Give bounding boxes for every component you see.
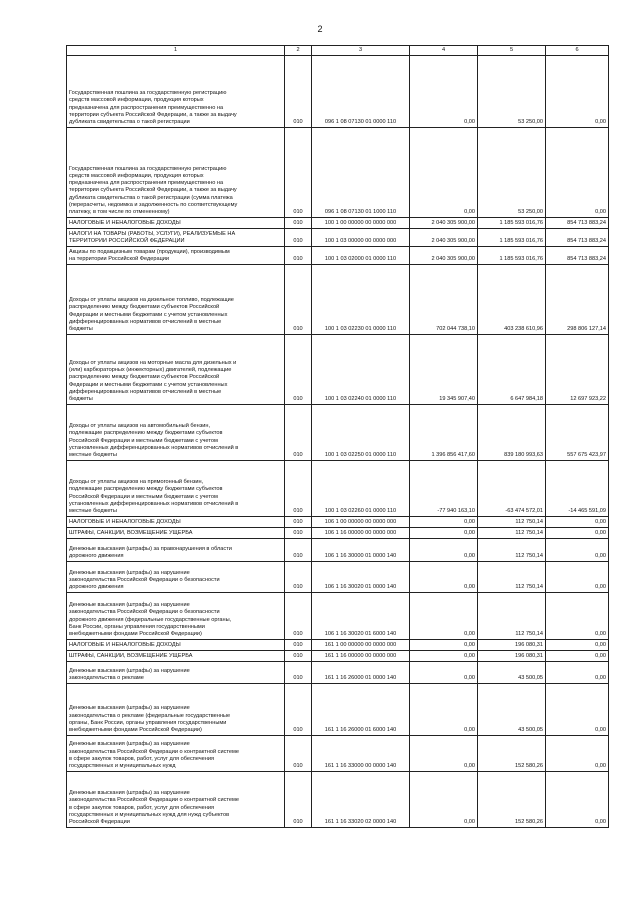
- row-executed-cell: [478, 528, 546, 539]
- row-approved-cell-text: 2 040 305 900,00: [431, 255, 475, 262]
- row-executed-cell-text: 43 500,05: [518, 674, 543, 681]
- row-budget-code-cell-text: 106 1 00 00000 00 0000 000: [324, 518, 397, 525]
- row-approved-cell: [410, 265, 478, 335]
- column-header: 6: [546, 46, 609, 56]
- table-row: [67, 662, 609, 684]
- row-name-cell-text: Денежные взыскания (штрафы) за нарушение законодательства Российской Федерации о безопасности дорожного движения (федеральные государственные органы, Банк России, органы управления государственными внебюджетными фондами Российской Федерации): [69, 602, 232, 637]
- row-name-cell: [67, 640, 285, 651]
- row-name-cell-text: Доходы от уплаты акцизов на автомобильный бензин, подлежащие распределению между бюджетами субъектов Российской Федерации и местными бюджетами с учетом установленных дифференцированных нормативов отчислений в местные бюджеты: [69, 423, 239, 458]
- row-line-code-cell: [285, 651, 312, 662]
- row-budget-code-cell: [312, 218, 410, 229]
- row-line-code-cell-text: 010: [293, 451, 303, 458]
- row-line-code-cell-text: 010: [293, 208, 303, 215]
- row-unexecuted-cell: [546, 593, 609, 640]
- row-line-code-cell: [285, 772, 312, 828]
- column-header: 3: [312, 46, 410, 56]
- row-executed-cell-text: 43 500,05: [518, 726, 543, 733]
- row-name-cell: [67, 539, 285, 562]
- row-executed-cell-text: 112 750,14: [515, 583, 543, 590]
- row-executed-cell-text: 403 238 610,96: [504, 325, 543, 332]
- row-executed-cell-text: 1 185 593 016,76: [499, 219, 543, 226]
- row-line-code-cell: [285, 405, 312, 461]
- row-executed-cell: [478, 128, 546, 218]
- row-unexecuted-cell: [546, 128, 609, 218]
- row-approved-cell: [410, 247, 478, 265]
- row-line-code-cell: [285, 247, 312, 265]
- row-name-cell: [67, 593, 285, 640]
- row-unexecuted-cell: [546, 56, 609, 128]
- row-line-code-cell: [285, 539, 312, 562]
- row-name-cell-text: НАЛОГОВЫЕ И НЕНАЛОГОВЫЕ ДОХОДЫ: [69, 518, 181, 525]
- row-approved-cell-text: 0,00: [464, 583, 475, 590]
- row-budget-code-cell-text: 161 1 16 33000 00 0000 140: [324, 762, 397, 769]
- row-approved-cell-text: 0,00: [464, 641, 475, 648]
- row-name-cell-text: Государственная пошлина за государственную регистрацию средств массовой информации, продукция которых предназначена для распространения преимущественно на территории субъекта Российской Федерации, а также за выдачу дубликата свидетельства о такой регистрации: [69, 90, 237, 125]
- row-approved-cell: [410, 772, 478, 828]
- row-executed-cell-text: 112 750,14: [515, 552, 543, 559]
- row-name-cell-text: Доходы от уплаты акцизов на моторные масла для дизельных и (или) карбюраторных (инжекторных) двигателей, подлежащие распределению между бюджетами субъектов Российской Федерации и местными бюджетами с учетом установленных дифференцированных нормативов отчислений в местные бюджеты: [69, 360, 237, 402]
- row-budget-code-cell-text: 161 1 16 26000 01 6000 140: [324, 726, 397, 733]
- row-executed-cell-text: 1 185 593 016,76: [499, 237, 543, 244]
- row-approved-cell-text: 702 044 738,10: [436, 325, 475, 332]
- row-name-cell-text: Денежные взыскания (штрафы) за нарушение законодательства Российской Федерации о контрактной системе в сфере закупок товаров, работ, услуг для обеспечения государственных и муниципальных нужд для нужд субъектов Российской Федерации: [69, 790, 239, 825]
- table-row: [67, 405, 609, 461]
- row-executed-cell: [478, 229, 546, 247]
- row-line-code-cell: [285, 461, 312, 517]
- row-executed-cell: [478, 56, 546, 128]
- row-budget-code-cell-text: 100 1 00 00000 00 0000 000: [324, 219, 397, 226]
- row-line-code-cell: [285, 528, 312, 539]
- row-executed-cell: [478, 772, 546, 828]
- row-unexecuted-cell: [546, 772, 609, 828]
- row-budget-code-cell: [312, 128, 410, 218]
- row-line-code-cell: [285, 128, 312, 218]
- row-executed-cell: [478, 405, 546, 461]
- row-budget-code-cell: [312, 461, 410, 517]
- row-executed-cell: [478, 593, 546, 640]
- row-unexecuted-cell-text: 0,00: [595, 518, 606, 525]
- row-name-cell: [67, 562, 285, 593]
- row-name-cell: [67, 517, 285, 528]
- row-approved-cell: [410, 684, 478, 736]
- row-name-cell: [67, 229, 285, 247]
- row-name-cell-text: Денежные взыскания (штрафы) за нарушение законодательства Российской Федерации о контрактной системе в сфере закупок товаров, работ, услуг для обеспечения государственных и муниципальных нужд: [69, 741, 239, 769]
- row-unexecuted-cell-text: -14 465 591,09: [568, 507, 606, 514]
- row-name-cell: [67, 651, 285, 662]
- row-executed-cell-text: 1 185 593 016,76: [499, 255, 543, 262]
- row-line-code-cell: [285, 640, 312, 651]
- row-executed-cell-text: 839 180 993,63: [504, 451, 543, 458]
- row-unexecuted-cell-text: 0,00: [595, 208, 606, 215]
- row-name-cell: [67, 56, 285, 128]
- row-line-code-cell-text: 010: [293, 219, 303, 226]
- row-approved-cell-text: 0,00: [464, 529, 475, 536]
- row-unexecuted-cell: [546, 247, 609, 265]
- row-budget-code-cell: [312, 539, 410, 562]
- row-name-cell-text: ШТРАФЫ, САНКЦИИ, ВОЗМЕЩЕНИЕ УЩЕРБА: [69, 652, 193, 659]
- row-budget-code-cell-text: 100 1 03 00000 00 0000 000: [324, 237, 397, 244]
- row-unexecuted-cell-text: 854 713 883,24: [567, 219, 606, 226]
- row-unexecuted-cell: [546, 528, 609, 539]
- column-header: 1: [67, 46, 285, 56]
- row-line-code-cell-text: 010: [293, 652, 303, 659]
- row-approved-cell: [410, 218, 478, 229]
- row-unexecuted-cell-text: 0,00: [595, 641, 606, 648]
- row-approved-cell-text: -77 940 163,10: [437, 507, 475, 514]
- row-executed-cell-text: 196 080,31: [515, 641, 543, 648]
- table-row: [67, 218, 609, 229]
- column-header: 4: [410, 46, 478, 56]
- row-budget-code-cell: [312, 517, 410, 528]
- row-name-cell: [67, 405, 285, 461]
- row-approved-cell: [410, 539, 478, 562]
- row-executed-cell: [478, 539, 546, 562]
- row-unexecuted-cell-text: 0,00: [595, 630, 606, 637]
- row-budget-code-cell-text: 161 1 16 33020 02 0000 140: [324, 818, 397, 825]
- table-row: [67, 736, 609, 772]
- row-approved-cell-text: 19 345 907,40: [439, 395, 475, 402]
- row-unexecuted-cell: [546, 517, 609, 528]
- row-unexecuted-cell: [546, 405, 609, 461]
- row-line-code-cell: [285, 229, 312, 247]
- row-budget-code-cell: [312, 640, 410, 651]
- row-budget-code-cell-text: 106 1 16 30000 01 0000 140: [324, 552, 397, 559]
- table-row: [67, 247, 609, 265]
- row-line-code-cell-text: 010: [293, 518, 303, 525]
- row-line-code-cell: [285, 517, 312, 528]
- row-name-cell: [67, 772, 285, 828]
- row-name-cell-text: Государственная пошлина за государственную регистрацию средств массовой информации, продукция которых предназначена для распространения преимущественно на территории субъекта Российской Федерации, а также за выдачу дубликата свидетельства о такой регистрации (сумма платежа (перерасчеты, недоимка и задолженность по соответствующему платежу, в том числе по отмененному): [69, 165, 238, 215]
- row-budget-code-cell: [312, 662, 410, 684]
- row-executed-cell-text: 112 750,14: [515, 529, 543, 536]
- row-executed-cell-text: 53 250,00: [518, 118, 543, 125]
- row-approved-cell: [410, 562, 478, 593]
- row-unexecuted-cell: [546, 335, 609, 405]
- row-name-cell-text: Денежные взыскания (штрафы) за нарушение законодательства о рекламе: [69, 667, 190, 681]
- row-approved-cell-text: 0,00: [464, 652, 475, 659]
- row-line-code-cell: [285, 662, 312, 684]
- row-executed-cell: [478, 517, 546, 528]
- row-line-code-cell: [285, 56, 312, 128]
- row-executed-cell: [478, 335, 546, 405]
- row-approved-cell-text: 0,00: [464, 552, 475, 559]
- row-unexecuted-cell-text: 0,00: [595, 762, 606, 769]
- row-approved-cell-text: 0,00: [464, 118, 475, 125]
- table-row: [67, 56, 609, 128]
- table-row: [67, 772, 609, 828]
- row-line-code-cell-text: 010: [293, 630, 303, 637]
- row-budget-code-cell-text: 106 1 16 30020 01 0000 140: [324, 583, 397, 590]
- table-row: [67, 335, 609, 405]
- row-unexecuted-cell-text: 12 697 923,22: [570, 395, 606, 402]
- row-approved-cell-text: 2 040 305 900,00: [431, 237, 475, 244]
- row-line-code-cell-text: 010: [293, 818, 303, 825]
- row-approved-cell-text: 0,00: [464, 208, 475, 215]
- row-unexecuted-cell-text: 854 713 883,24: [567, 255, 606, 262]
- row-name-cell-text: Доходы от уплаты акцизов на дизельное топливо, подлежащие распределению между бюджетами субъектов Российской Федерации и местными бюджетами с учетом установленных дифференцированных нормативов отчислений в местные бюджеты: [69, 297, 234, 332]
- row-unexecuted-cell: [546, 662, 609, 684]
- column-number-header: [67, 46, 609, 56]
- row-executed-cell: [478, 247, 546, 265]
- row-approved-cell: [410, 736, 478, 772]
- row-executed-cell: [478, 218, 546, 229]
- row-name-cell-text: Акцизы по подакцизным товарам (продукции), производимым на территории Российской Федерации: [69, 248, 230, 262]
- row-name-cell: [67, 335, 285, 405]
- row-line-code-cell: [285, 218, 312, 229]
- row-unexecuted-cell-text: 0,00: [595, 726, 606, 733]
- row-executed-cell: [478, 736, 546, 772]
- row-line-code-cell-text: 010: [293, 118, 303, 125]
- row-budget-code-cell: [312, 528, 410, 539]
- row-unexecuted-cell-text: 0,00: [595, 818, 606, 825]
- row-executed-cell: [478, 651, 546, 662]
- row-unexecuted-cell-text: 0,00: [595, 652, 606, 659]
- row-approved-cell: [410, 662, 478, 684]
- row-executed-cell: [478, 562, 546, 593]
- row-approved-cell: [410, 528, 478, 539]
- column-header: 5: [478, 46, 546, 56]
- row-name-cell-text: НАЛОГИ НА ТОВАРЫ (РАБОТЫ, УСЛУГИ), РЕАЛИЗУЕМЫЕ НА ТЕРРИТОРИИ РОССИЙСКОЙ ФЕДЕРАЦИИ: [69, 230, 236, 244]
- row-unexecuted-cell: [546, 651, 609, 662]
- row-unexecuted-cell-text: 0,00: [595, 118, 606, 125]
- row-executed-cell: [478, 265, 546, 335]
- row-name-cell-text: НАЛОГОВЫЕ И НЕНАЛОГОВЫЕ ДОХОДЫ: [69, 641, 181, 648]
- table-row: [67, 562, 609, 593]
- row-line-code-cell: [285, 736, 312, 772]
- row-unexecuted-cell-text: 0,00: [595, 674, 606, 681]
- row-budget-code-cell-text: 106 1 16 30020 01 6000 140: [324, 630, 397, 637]
- row-name-cell-text: НАЛОГОВЫЕ И НЕНАЛОГОВЫЕ ДОХОДЫ: [69, 219, 181, 226]
- row-executed-cell: [478, 684, 546, 736]
- row-executed-cell-text: 196 080,31: [515, 652, 543, 659]
- row-approved-cell-text: 0,00: [464, 630, 475, 637]
- row-unexecuted-cell: [546, 265, 609, 335]
- row-approved-cell: [410, 56, 478, 128]
- page-number: 2: [317, 24, 323, 34]
- row-budget-code-cell: [312, 405, 410, 461]
- row-executed-cell-text: 53 250,00: [518, 208, 543, 215]
- table-row: [67, 684, 609, 736]
- row-name-cell-text: Денежные взыскания (штрафы) за правонарушения в области дорожного движения: [69, 545, 232, 559]
- table-row: [67, 265, 609, 335]
- row-name-cell-text: Денежные взыскания (штрафы) за нарушение законодательства о рекламе (федеральные государственные органы, Банк России, органы управления государственными внебюджетными фондами Российской Федерации): [69, 705, 231, 733]
- row-approved-cell-text: 0,00: [464, 818, 475, 825]
- row-name-cell: [67, 218, 285, 229]
- row-line-code-cell-text: 010: [293, 552, 303, 559]
- row-line-code-cell-text: 010: [293, 762, 303, 769]
- row-budget-code-cell: [312, 247, 410, 265]
- row-budget-code-cell: [312, 772, 410, 828]
- row-executed-cell-text: 152 580,26: [515, 818, 543, 825]
- row-line-code-cell-text: 010: [293, 674, 303, 681]
- table-row: [67, 539, 609, 562]
- row-approved-cell: [410, 517, 478, 528]
- row-budget-code-cell: [312, 651, 410, 662]
- row-approved-cell-text: 0,00: [464, 674, 475, 681]
- row-unexecuted-cell: [546, 229, 609, 247]
- row-unexecuted-cell: [546, 218, 609, 229]
- row-line-code-cell-text: 010: [293, 529, 303, 536]
- table-row: [67, 651, 609, 662]
- row-line-code-cell: [285, 562, 312, 593]
- row-executed-cell: [478, 662, 546, 684]
- row-unexecuted-cell-text: 0,00: [595, 552, 606, 559]
- row-budget-code-cell: [312, 736, 410, 772]
- row-line-code-cell: [285, 593, 312, 640]
- row-approved-cell: [410, 335, 478, 405]
- row-approved-cell: [410, 593, 478, 640]
- row-budget-code-cell: [312, 335, 410, 405]
- row-line-code-cell-text: 010: [293, 395, 303, 402]
- table-row: [67, 229, 609, 247]
- row-approved-cell: [410, 651, 478, 662]
- table-row: [67, 528, 609, 539]
- row-unexecuted-cell-text: 557 675 423,97: [567, 451, 606, 458]
- row-name-cell: [67, 736, 285, 772]
- row-name-cell-text: Денежные взыскания (штрафы) за нарушение законодательства Российской Федерации о безопасности дорожного движения: [69, 569, 220, 590]
- row-budget-code-cell-text: 100 1 03 02260 01 0000 110: [324, 507, 397, 514]
- row-unexecuted-cell-text: 298 806 127,14: [567, 325, 606, 332]
- row-budget-code-cell-text: 161 1 00 00000 00 0000 000: [324, 641, 397, 648]
- row-unexecuted-cell-text: 0,00: [595, 529, 606, 536]
- row-approved-cell: [410, 128, 478, 218]
- row-approved-cell-text: 0,00: [464, 518, 475, 525]
- row-name-cell-text: ШТРАФЫ, САНКЦИИ, ВОЗМЕЩЕНИЕ УЩЕРБА: [69, 529, 193, 536]
- row-name-cell: [67, 662, 285, 684]
- row-name-cell: [67, 265, 285, 335]
- row-budget-code-cell: [312, 562, 410, 593]
- row-line-code-cell-text: 010: [293, 325, 303, 332]
- row-budget-code-cell: [312, 229, 410, 247]
- row-line-code-cell-text: 010: [293, 726, 303, 733]
- row-budget-code-cell: [312, 265, 410, 335]
- row-approved-cell-text: 1 396 856 417,60: [431, 451, 475, 458]
- row-unexecuted-cell: [546, 640, 609, 651]
- table-row: [67, 640, 609, 651]
- row-unexecuted-cell-text: 854 713 883,24: [567, 237, 606, 244]
- row-executed-cell-text: 112 750,14: [515, 518, 543, 525]
- row-approved-cell-text: 0,00: [464, 726, 475, 733]
- row-line-code-cell-text: 010: [293, 641, 303, 648]
- row-unexecuted-cell: [546, 562, 609, 593]
- row-budget-code-cell-text: 161 1 16 26000 01 0000 140: [324, 674, 397, 681]
- row-executed-cell-text: 112 750,14: [515, 630, 543, 637]
- row-budget-code-cell-text: 100 1 03 02230 01 0000 110: [324, 325, 397, 332]
- row-budget-code-cell: [312, 56, 410, 128]
- row-budget-code-cell-text: 096 1 08 07130 01 1000 110: [324, 208, 397, 215]
- row-budget-code-cell-text: 096 1 08 07130 01 0000 110: [324, 118, 397, 125]
- row-budget-code-cell: [312, 593, 410, 640]
- row-budget-code-cell-text: 100 1 03 02000 01 0000 110: [324, 255, 397, 262]
- row-line-code-cell-text: 010: [293, 237, 303, 244]
- row-name-cell: [67, 528, 285, 539]
- row-budget-code-cell-text: 161 1 16 00000 00 0000 000: [324, 652, 397, 659]
- row-unexecuted-cell: [546, 539, 609, 562]
- row-executed-cell-text: -63 474 572,01: [505, 507, 543, 514]
- column-header: 2: [285, 46, 312, 56]
- row-budget-code-cell-text: 100 1 03 02250 01 0000 110: [324, 451, 397, 458]
- row-unexecuted-cell-text: 0,00: [595, 583, 606, 590]
- row-name-cell-text: Доходы от уплаты акцизов на прямогонный бензин, подлежащие распределению между бюджетами субъектов Российской Федерации и местными бюджетами с учетом установленных дифференцированных нормативов отчислений в местные бюджеты: [69, 479, 239, 514]
- row-line-code-cell: [285, 335, 312, 405]
- row-name-cell: [67, 461, 285, 517]
- row-name-cell: [67, 128, 285, 218]
- row-executed-cell: [478, 461, 546, 517]
- row-name-cell: [67, 684, 285, 736]
- row-line-code-cell-text: 010: [293, 583, 303, 590]
- row-approved-cell: [410, 405, 478, 461]
- table-row: [67, 593, 609, 640]
- row-approved-cell-text: 2 040 305 900,00: [431, 219, 475, 226]
- row-approved-cell: [410, 229, 478, 247]
- table-row: [67, 517, 609, 528]
- row-approved-cell-text: 0,00: [464, 762, 475, 769]
- row-approved-cell: [410, 640, 478, 651]
- row-name-cell: [67, 247, 285, 265]
- row-unexecuted-cell: [546, 461, 609, 517]
- row-approved-cell: [410, 461, 478, 517]
- row-executed-cell-text: 152 580,26: [515, 762, 543, 769]
- row-unexecuted-cell: [546, 684, 609, 736]
- row-unexecuted-cell: [546, 736, 609, 772]
- income-report-table: [66, 45, 609, 828]
- row-line-code-cell-text: 010: [293, 507, 303, 514]
- row-line-code-cell: [285, 265, 312, 335]
- row-budget-code-cell: [312, 684, 410, 736]
- row-executed-cell-text: 6 647 984,18: [510, 395, 543, 402]
- row-budget-code-cell-text: 106 1 16 00000 00 0000 000: [324, 529, 397, 536]
- row-line-code-cell-text: 010: [293, 255, 303, 262]
- row-budget-code-cell-text: 100 1 03 02240 01 0000 110: [324, 395, 397, 402]
- table-row: [67, 128, 609, 218]
- row-executed-cell: [478, 640, 546, 651]
- row-line-code-cell: [285, 684, 312, 736]
- table-row: [67, 461, 609, 517]
